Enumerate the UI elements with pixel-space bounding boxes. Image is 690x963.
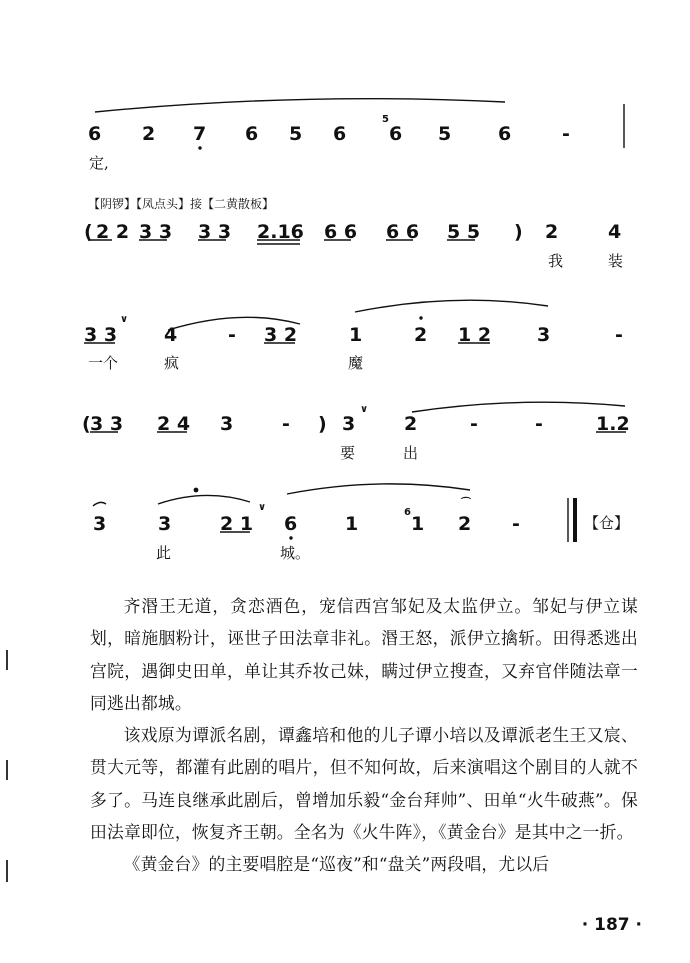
banner-header: 【阴锣】【凤点头】接【二黄散板】 [88, 197, 275, 211]
note: 1 [349, 324, 363, 346]
margin-mark [6, 650, 8, 670]
grace-note: 5 [382, 114, 389, 125]
note: 3 [93, 513, 107, 535]
note: 2 [142, 123, 156, 145]
note: 3 3 [90, 413, 124, 435]
body-text [90, 590, 638, 881]
svg-text:∨: ∨ [258, 502, 267, 513]
note: 3 [342, 413, 356, 435]
lyric: 我 [548, 252, 564, 270]
note: 6 [333, 123, 347, 145]
note: 3 [220, 413, 234, 435]
score-line-4 [82, 404, 630, 462]
lyric: 疯 [164, 354, 180, 372]
paragraph: 齐湣王无道，贪恋酒色，宠信西宫邹妃及太监伊立。邹妃与伊立谋划，暗施胭粉计，诬世子田法章非礼。湣王怒，派伊立擒斩。田得悉逃出宫院，遇御史田单，单让其乔妆己妹，瞒过伊立搜查，又弃官伴随法章一同逃出都城。 [90, 596, 638, 713]
margin-mark [6, 760, 8, 780]
score-line-3 [84, 314, 623, 372]
note: 1 [345, 513, 359, 535]
dash: - [282, 413, 290, 435]
note: 5 [289, 123, 303, 145]
score-line-2 [84, 196, 623, 270]
paren: ( [82, 413, 91, 435]
note: 1.2 [596, 413, 630, 435]
score-line-5 [93, 488, 629, 562]
grace-note: 6 [404, 507, 411, 518]
dash: - [228, 324, 236, 346]
dash: - [615, 324, 623, 346]
dash: - [535, 413, 543, 435]
slur [95, 99, 505, 112]
slur [355, 300, 548, 312]
note: 2.16 [257, 221, 304, 243]
note: 5 [438, 123, 452, 145]
lyric: 定, [89, 154, 109, 172]
lyric: 此 [156, 544, 172, 562]
note: 6 [498, 123, 512, 145]
note: 2 4 [157, 413, 191, 435]
note: 6 [284, 513, 298, 535]
note: 6 [389, 123, 403, 145]
note: 4 [164, 324, 178, 346]
lyric: 一个 [88, 354, 119, 372]
note: 3 3 [84, 324, 118, 346]
page-number: · 187 · [581, 915, 642, 935]
note: 2 [414, 324, 428, 346]
note: 3 3 [139, 221, 173, 243]
dash: - [470, 413, 478, 435]
lyric: 装 [608, 252, 624, 270]
note: 4 [608, 221, 622, 243]
note: 6 [88, 123, 102, 145]
ending-mark: 【仓】 [584, 514, 630, 532]
note: 7 [193, 123, 207, 145]
note: 6 6 [324, 221, 358, 243]
note: 2 1 [220, 513, 254, 535]
note: 3 [537, 324, 551, 346]
dash: - [512, 513, 520, 535]
note: 6 6 [386, 221, 420, 243]
svg-text:∨: ∨ [360, 404, 369, 415]
lyric: 要 [340, 444, 356, 462]
note: 3 2 [264, 324, 298, 346]
slur [287, 484, 470, 494]
dash: - [562, 123, 570, 145]
note: 2 [404, 413, 418, 435]
note: 1 2 [458, 324, 492, 346]
note: 6 [245, 123, 259, 145]
paren: ) [318, 413, 327, 435]
note: 1 [411, 513, 425, 535]
lyric: 城。 [280, 544, 311, 562]
note: 2 2 [96, 221, 130, 243]
note: 3 [158, 513, 172, 535]
svg-text:⌒: ⌒ [461, 498, 471, 509]
note: 3 3 [198, 221, 232, 243]
score-line-1 [88, 114, 570, 172]
paren: ( [84, 221, 93, 243]
slur [412, 402, 625, 412]
slur [93, 502, 106, 506]
lyric: 魔 [348, 354, 364, 372]
lyric: 出 [403, 444, 419, 462]
margin-mark [6, 860, 8, 882]
svg-text:∨: ∨ [120, 314, 129, 325]
note: 2 [458, 513, 472, 535]
paren: ) [514, 221, 523, 243]
paragraph: 《黄金台》的主要唱腔是“巡夜”和“盘关”两段唱，尤以后 [123, 854, 550, 875]
paragraph: 该戏原为谭派名剧，谭鑫培和他的儿子谭小培以及谭派老生王又宸、贯大元等，都灌有此剧的唱片，但不知何故，后来演唱这个剧目的人就不多了。马连良继承此剧后，曾增加乐毅“金台拜帅”、田单“火牛破燕”。保田法章即位，恢复齐王朝。全名为《火牛阵》，《黄金台》是其中之一折。 [90, 725, 638, 843]
note: 2 [545, 221, 559, 243]
note: 5 5 [447, 221, 481, 243]
slur [158, 495, 250, 504]
